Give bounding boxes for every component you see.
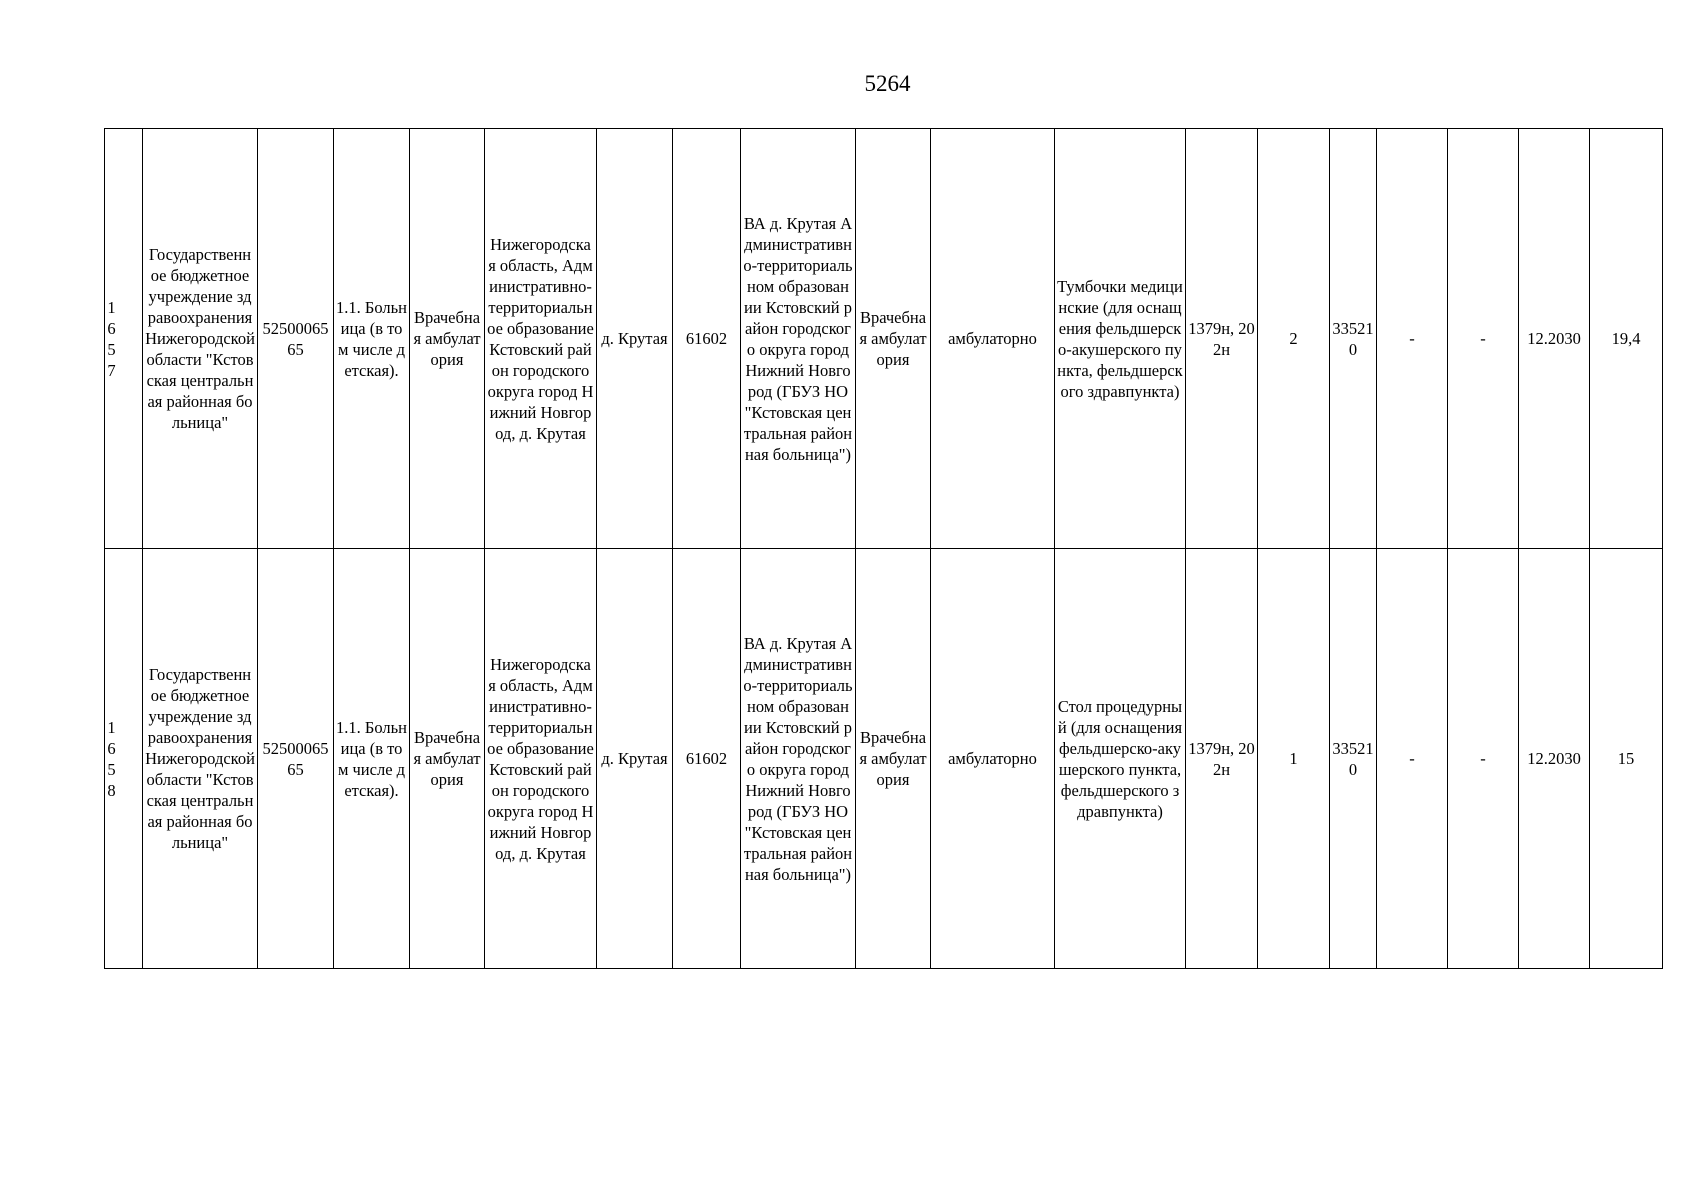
- equipment-cell: [1055, 129, 1186, 549]
- code2-cell: [1330, 129, 1377, 549]
- care-form: амбулаторно: [948, 749, 1037, 768]
- row-number: 1658: [107, 717, 116, 800]
- address: Нижегородская область, Административно-территориальное образование Кстовский район городского округа город Нижний Новгород, д. Крутая: [487, 234, 594, 443]
- row-number-cell: [105, 549, 143, 969]
- oktmo: 61602: [685, 329, 728, 348]
- locality: д. Крутая: [601, 749, 668, 768]
- organization-cell: [143, 129, 258, 549]
- address-cell: [485, 129, 597, 549]
- date: 12.2030: [1527, 329, 1581, 348]
- amount-cell: [1590, 129, 1663, 549]
- division-cell: [741, 129, 856, 549]
- date: 12.2030: [1527, 749, 1581, 768]
- col14-value: -: [1409, 329, 1415, 348]
- organization-name: Государственное бюджетное учреждение здравоохранения Нижегородской области "Кстовская центральная районная больница": [145, 245, 255, 432]
- care-form: амбулаторно: [948, 329, 1037, 348]
- division-cell: [741, 549, 856, 969]
- code2-cell: [1330, 549, 1377, 969]
- row-number-cell: [105, 129, 143, 549]
- unit-type-cell: [856, 129, 931, 549]
- date-cell: [1519, 129, 1590, 549]
- quantity: 2: [1289, 329, 1298, 348]
- organization-code: 5250006565: [262, 738, 329, 779]
- amount: 19,4: [1611, 329, 1641, 348]
- equipment: Тумбочки медицинские (для оснащения фельдшерско-акушерского пункта, фельдшерского здравпункта): [1057, 276, 1183, 401]
- care-form-cell: [931, 549, 1055, 969]
- oktmo: 61602: [685, 749, 728, 768]
- unit-type: Врачебная амбулатория: [859, 308, 927, 369]
- col14-cell: [1377, 129, 1448, 549]
- equipment: Стол процедурный (для оснащения фельдшерско-акушерского пункта, фельдшерского здравпункта): [1057, 696, 1183, 821]
- code-cell: [258, 549, 334, 969]
- date-cell: [1519, 549, 1590, 969]
- table-row: [105, 129, 1663, 549]
- organization-cell: [143, 549, 258, 969]
- oktmo-cell: [673, 129, 741, 549]
- facility-type-cell: [410, 549, 485, 969]
- order-cell: [1186, 129, 1258, 549]
- facility-type-cell: [410, 129, 485, 549]
- code-cell: [258, 129, 334, 549]
- facility-type: Врачебная амбулатория: [413, 308, 481, 369]
- table-row: [105, 549, 1663, 969]
- amount-cell: [1590, 549, 1663, 969]
- organization-name: Государственное бюджетное учреждение здравоохранения Нижегородской области "Кстовская центральная районная больница": [145, 665, 255, 852]
- equipment-cell: [1055, 549, 1186, 969]
- care-form-cell: [931, 129, 1055, 549]
- quantity-cell: [1258, 549, 1330, 969]
- locality-cell: [597, 549, 673, 969]
- division: ВА д. Крутая Административно-территориальном образовании Кстовский район городского округа город Нижний Новгород (ГБУЗ НО "Кстовская центральная районная больница"): [743, 213, 853, 464]
- row-number: 1657: [107, 297, 116, 380]
- quantity-cell: [1258, 129, 1330, 549]
- col15-cell: [1448, 129, 1519, 549]
- col15-cell: [1448, 549, 1519, 969]
- order-cell: [1186, 549, 1258, 969]
- classifier-code: 335210: [1332, 738, 1374, 779]
- category: 1.1. Больница (в том числе детская).: [336, 717, 407, 800]
- organization-code: 5250006565: [262, 318, 329, 359]
- category-cell: [334, 129, 410, 549]
- address-cell: [485, 549, 597, 969]
- unit-type: Врачебная амбулатория: [859, 728, 927, 789]
- facility-type: Врачебная амбулатория: [413, 728, 481, 789]
- page-number: 5264: [864, 71, 911, 96]
- classifier-code: 335210: [1332, 318, 1374, 359]
- category: 1.1. Больница (в том числе детская).: [336, 297, 407, 380]
- category-cell: [334, 549, 410, 969]
- col15-value: -: [1480, 329, 1486, 348]
- col15-value: -: [1480, 749, 1486, 768]
- oktmo-cell: [673, 549, 741, 969]
- col14-value: -: [1409, 749, 1415, 768]
- amount: 15: [1617, 749, 1635, 768]
- quantity: 1: [1289, 749, 1298, 768]
- col14-cell: [1377, 549, 1448, 969]
- order-ref: 1379н, 202н: [1188, 318, 1255, 359]
- order-ref: 1379н, 202н: [1188, 738, 1255, 779]
- registry-table: [104, 128, 1663, 969]
- address: Нижегородская область, Административно-территориальное образование Кстовский район городского округа город Нижний Новгород, д. Крутая: [487, 654, 594, 863]
- unit-type-cell: [856, 549, 931, 969]
- division: ВА д. Крутая Административно-территориальном образовании Кстовский район городского округа город Нижний Новгород (ГБУЗ НО "Кстовская центральная районная больница"): [743, 633, 853, 884]
- locality-cell: [597, 129, 673, 549]
- locality: д. Крутая: [601, 329, 668, 348]
